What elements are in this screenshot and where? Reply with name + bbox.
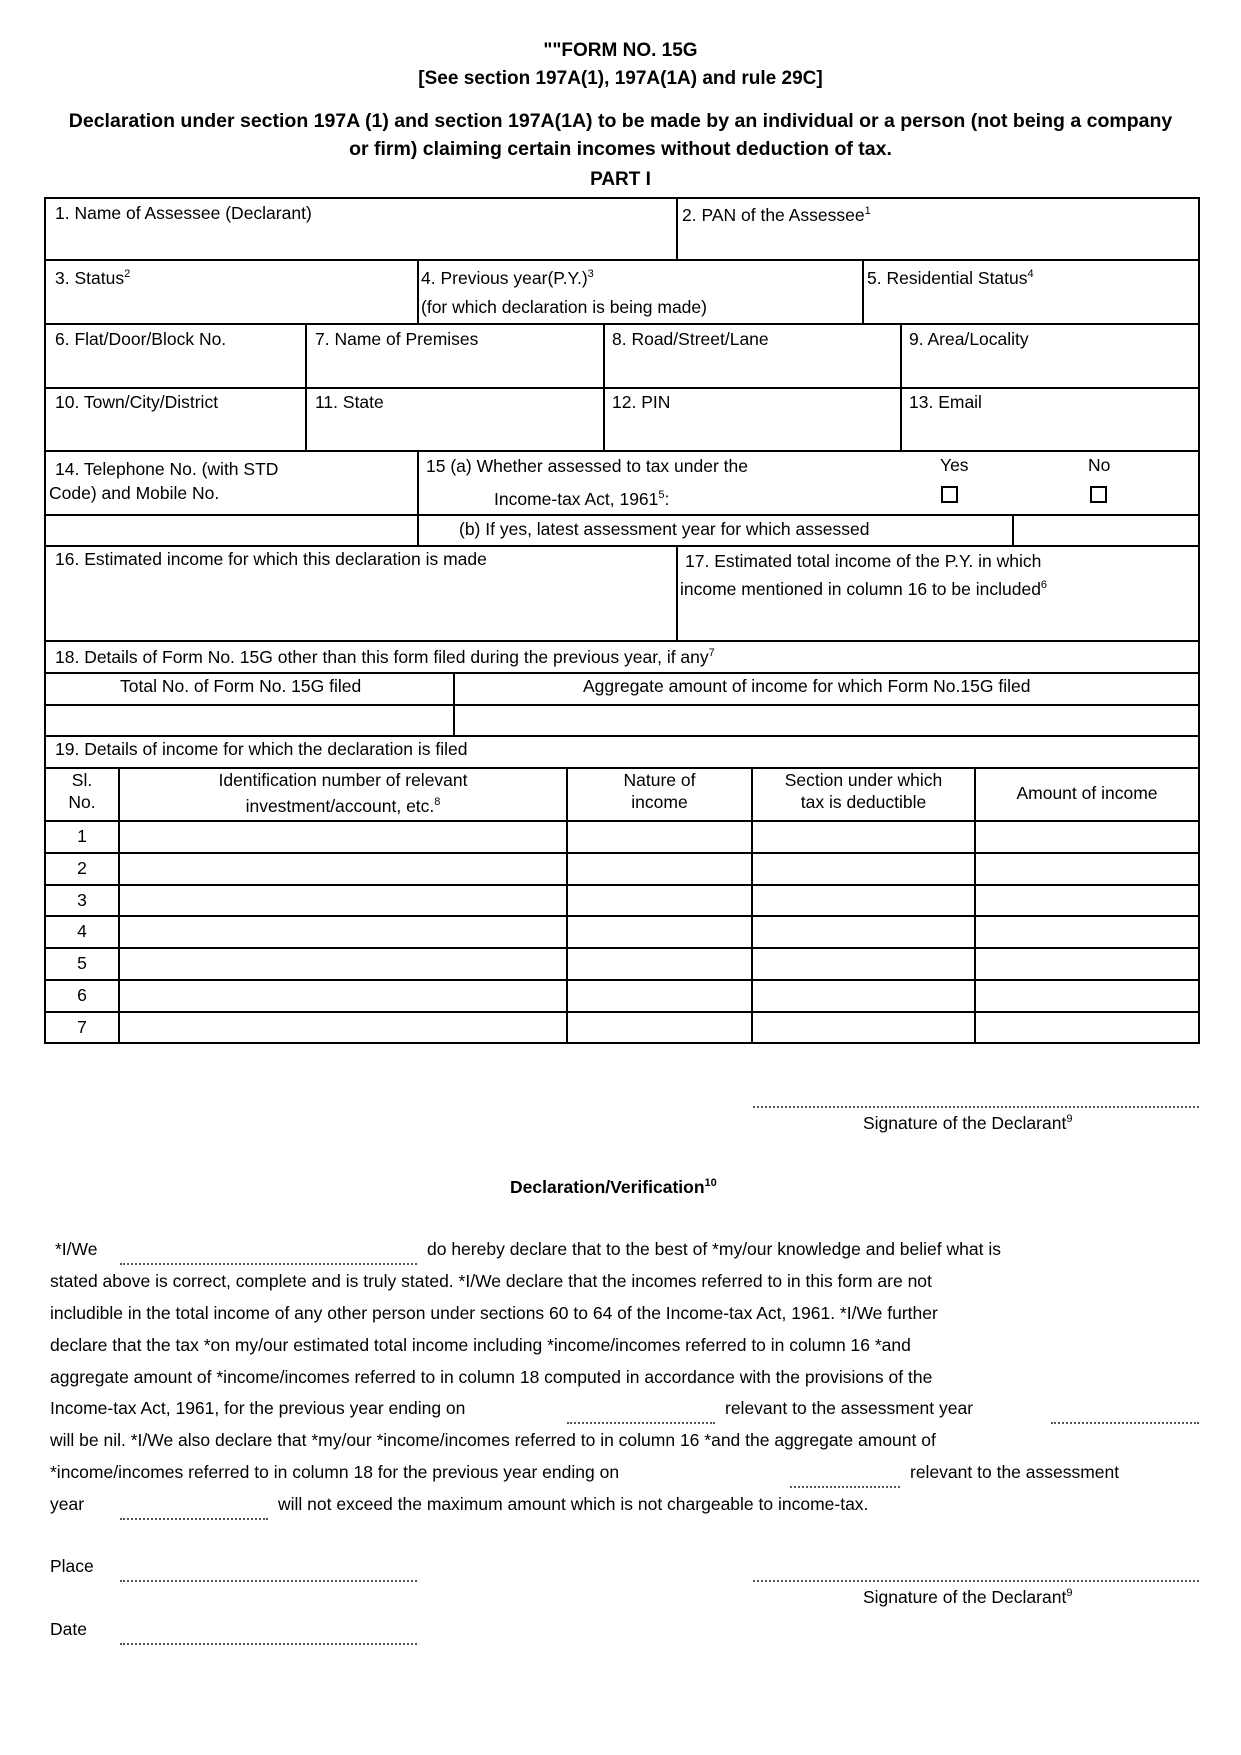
previous-year-ending-field-1[interactable] — [567, 1422, 715, 1424]
col-identification-header: Identification number of relevant investment/account, etc.$^8$ — [218, 770, 468, 816]
col-nature-header: Nature of income — [623, 770, 696, 812]
table-row: 4 — [77, 921, 87, 941]
name-of-assessee-label: 1. Name of Assessee (Declarant) — [55, 203, 312, 223]
residential-status-label: 5. Residential Status$^4$ — [867, 268, 1034, 288]
table-row: 3 — [77, 890, 87, 910]
yes-label: Yes — [940, 455, 969, 475]
signature-line[interactable] — [753, 1106, 1199, 1108]
pan-label: 2. PAN of the Assessee$^1$ — [682, 205, 871, 225]
form15g-details-label: 18. Details of Form No. 15G other than this form filed during the previous year, if any$^7$ — [55, 647, 715, 667]
declaration-title: Declaration/Verification$^{10}$ — [510, 1177, 717, 1197]
aggregate-amount-label: Aggregate amount of income for which Form No.15G filed — [583, 676, 1031, 696]
declaration-line1: do hereby declare that to the best of *my/our knowledge and belief what is — [427, 1239, 1001, 1259]
place-field[interactable] — [120, 1580, 417, 1582]
state-label: 11. State — [315, 392, 384, 412]
date-field[interactable] — [120, 1643, 417, 1645]
declaration-line8b: relevant to the assessment — [910, 1462, 1120, 1482]
name-of-premises-label: 7. Name of Premises — [315, 329, 479, 349]
declarant-name-field[interactable] — [120, 1263, 417, 1265]
status-label: 3. Status$^2$ — [55, 268, 131, 288]
table-row: 1 — [77, 826, 87, 846]
income-details-label: 19. Details of income for which the declaration is filed — [55, 739, 468, 759]
latest-assessment-year-label: (b) If yes, latest assessment year for which assessed — [459, 519, 870, 539]
table-row: 6 — [77, 985, 87, 1005]
signature-label: Signature of the Declarant$^9$ — [863, 1113, 1073, 1133]
town-city-label: 10. Town/City/District — [55, 392, 219, 412]
col-section-header: Section under which tax is deductible — [784, 770, 943, 812]
total-form15g-filed-label: Total No. of Form No. 15G filed — [120, 676, 362, 696]
place-label: Place — [50, 1556, 94, 1576]
declaration-line5: aggregate amount of *income/incomes referred to in column 18 computed in accordance with the provisions of the — [50, 1367, 933, 1387]
flat-door-label: 6. Flat/Door/Block No. — [55, 329, 227, 349]
estimated-total-income-line2: income mentioned in column 16 to be included$^6$ — [680, 579, 1048, 599]
declaration-line4: declare that the tax *on my/our estimated total income including *income/incomes referred to in column 16 *and — [50, 1335, 911, 1355]
yes-checkbox[interactable] — [941, 486, 958, 503]
date-label: Date — [50, 1619, 87, 1639]
table-row: 2 — [77, 858, 87, 878]
declaration-line7: will be nil. *I/We also declare that *my/our *income/incomes referred to in column 16 *and the aggregate amount of — [50, 1430, 936, 1450]
assessment-year-field-1[interactable] — [1051, 1422, 1199, 1424]
col-amount-header: Amount of income — [1016, 783, 1158, 803]
table-row: 5 — [77, 953, 87, 973]
estimated-total-income-line1: 17. Estimated total income of the P.Y. in which — [685, 551, 1042, 571]
declaration-line8a: *income/incomes referred to in column 18 for the previous year ending on — [50, 1462, 620, 1482]
table-row: 7 — [77, 1017, 87, 1037]
declaration-iwe: *I/We — [55, 1239, 98, 1259]
declaration-title: Declaration under section 197A (1) and section 197A(1A) to be made by an individual or a person (not being a company or firm) claiming certain incomes without deduction of tax. — [68, 110, 1173, 160]
area-locality-label: 9. Area/Locality — [909, 329, 1029, 349]
no-label: No — [1088, 455, 1111, 475]
declaration-line2: stated above is correct, complete and is truly stated. *I/We declare that the incomes referred to in this form are not — [50, 1271, 932, 1291]
estimated-income-label: 16. Estimated income for which this declaration is made — [55, 549, 487, 569]
road-street-label: 8. Road/Street/Lane — [612, 329, 769, 349]
previous-year-label: 4. Previous $year(P.Y.)^3$ — [421, 268, 594, 288]
pin-label: 12. PIN — [612, 392, 671, 412]
telephone-label-line1: 14. Telephone No. (with STD — [55, 459, 279, 479]
col-sl-header: Sl. No. — [68, 770, 96, 812]
section-reference: [See section 197A(1), 197A(1A) and rule 29C] — [418, 68, 823, 89]
part-heading: PART I — [590, 169, 651, 190]
no-checkbox[interactable] — [1090, 486, 1107, 503]
declaration-line9b: will not exceed the maximum amount which is not chargeable to income-tax. — [278, 1494, 869, 1514]
previous-year-ending-field-2[interactable] — [790, 1486, 900, 1488]
declaration-line3: includible in the total income of any other person under sections 60 to 64 of the Income-tax Act, 1961. *I/We further — [50, 1303, 938, 1323]
form-number: ""FORM NO. 15G — [543, 40, 698, 61]
declaration-line6b: relevant to the assessment year — [725, 1398, 974, 1418]
assessment-year-field-2[interactable] — [120, 1518, 268, 1520]
assessed-to-tax-label: 15 (a) Whether assessed to tax under the — [426, 456, 748, 476]
declaration-line6a: Income-tax Act, 1961, for the previous year ending on — [50, 1398, 466, 1418]
signature-line-2[interactable] — [753, 1580, 1199, 1582]
declaration-line9a: year — [50, 1494, 85, 1514]
email-label: 13. Email — [909, 392, 982, 412]
telephone-label-line2: Code) and Mobile No. — [49, 483, 220, 503]
previous-year-sublabel: (for which declaration is being made) — [421, 297, 707, 317]
income-tax-act-label: Income-tax Act, 1961$^5$: — [494, 489, 670, 509]
signature-label-2: Signature of the Declarant$^9$ — [863, 1587, 1073, 1607]
